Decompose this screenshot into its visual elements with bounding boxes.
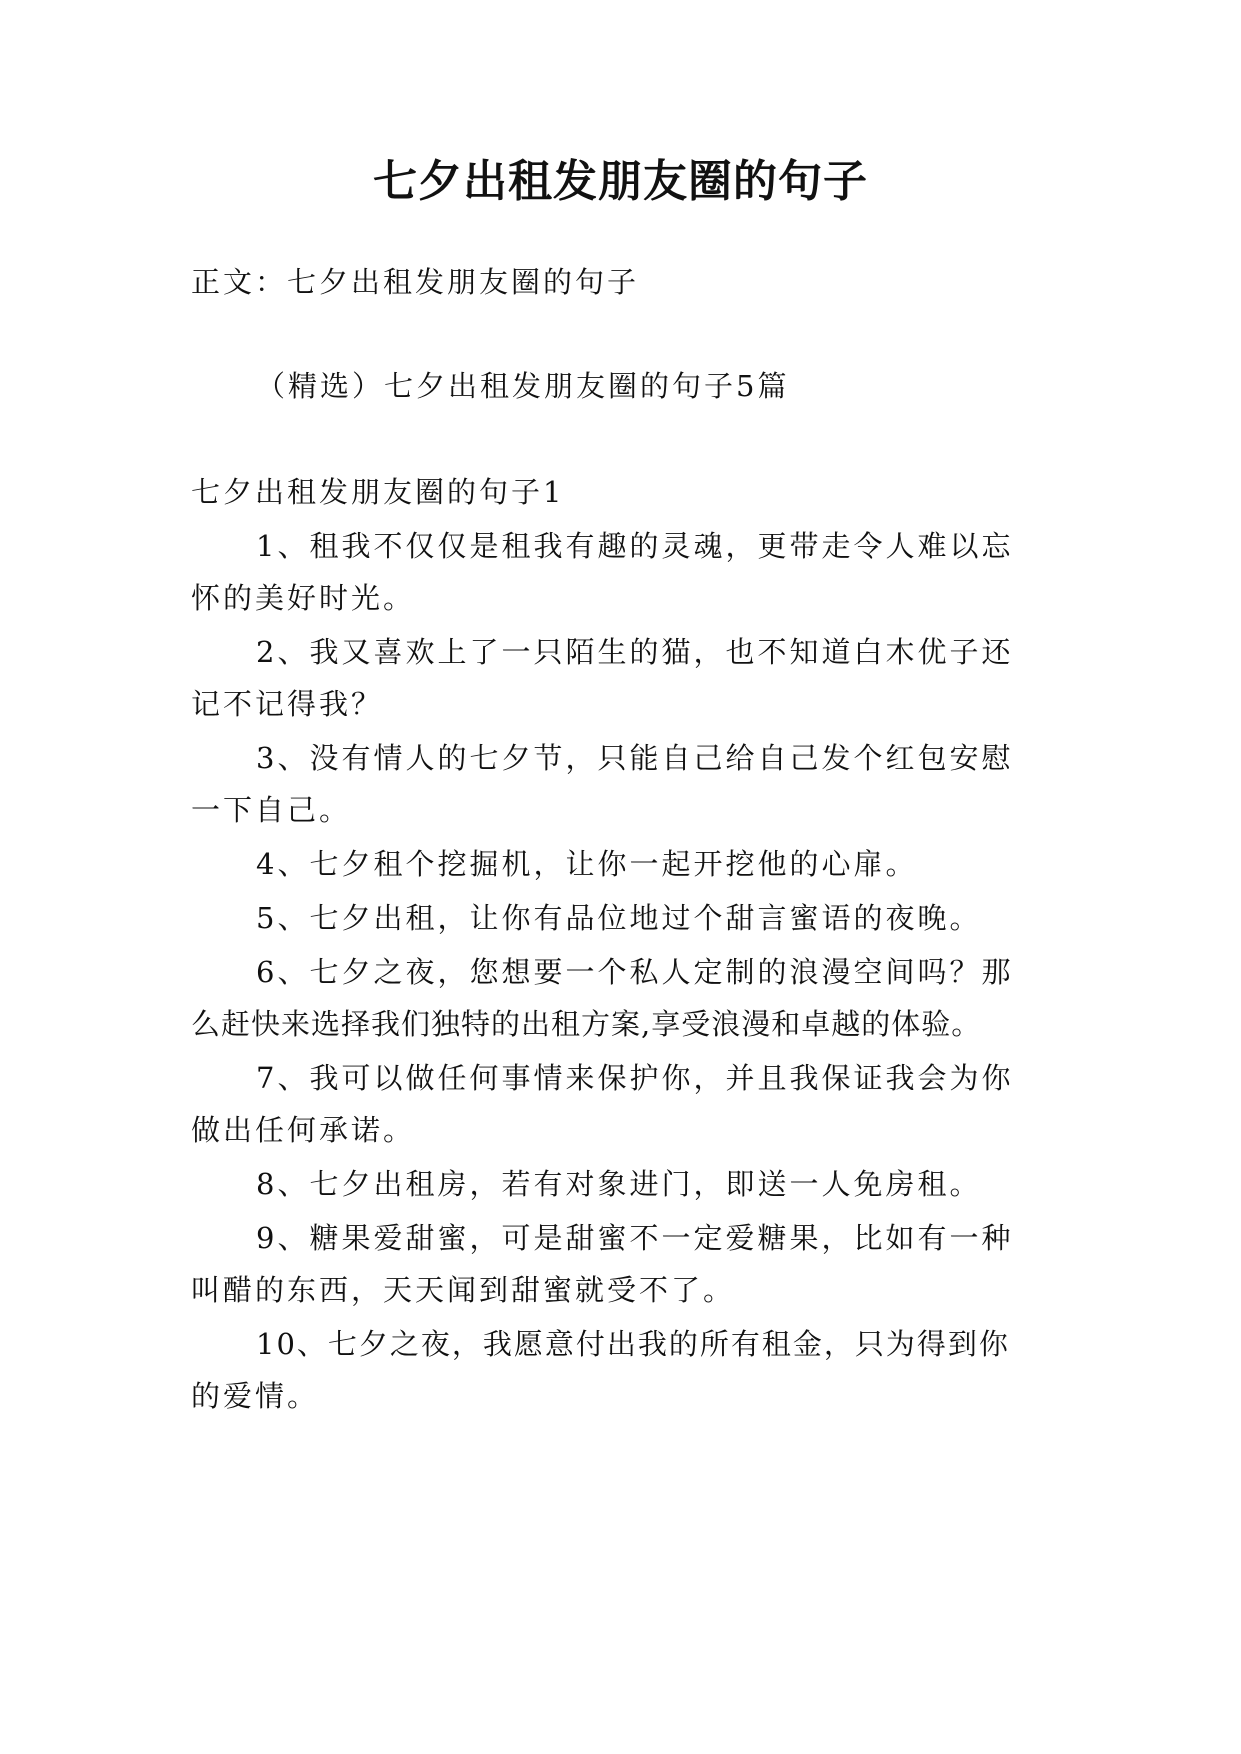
item-4-line-1: 4、七夕租个挖掘机，让你一起开挖他的心扉。 [256,847,918,881]
item-7-line-2: 做出任何承诺。 [191,1113,416,1147]
item-7-line-1: 7、我可以做任何事情来保护你，并且我保证我会为你 [256,1061,1014,1095]
item-8-line-1: 8、七夕出租房，若有对象进门，即送一人免房租。 [256,1167,982,1201]
document-subtitle: （精选）七夕出租发朋友圈的句子5篇 [256,369,790,403]
item-5-line-1: 5、七夕出租，让你有品位地过个甜言蜜语的夜晚。 [256,901,982,935]
item-1-line-2: 怀的美好时光。 [191,581,416,615]
item-3-line-2: 一下自己。 [191,793,352,827]
item-3-line-1: 3、没有情人的七夕节，只能自己给自己发个红包安慰 [256,741,1014,775]
item-6-line-1: 6、七夕之夜，您想要一个私人定制的浪漫空间吗？那 [256,955,1014,989]
item-2-line-1: 2、我又喜欢上了一只陌生的猫，也不知道白木优子还 [256,635,1014,669]
item-10-line-1: 10、七夕之夜，我愿意付出我的所有租金，只为得到你 [256,1327,1010,1361]
item-1-line-1: 1、租我不仅仅是租我有趣的灵魂，更带走令人难以忘 [256,529,1014,563]
section-heading: 七夕出租发朋友圈的句子1 [191,475,565,509]
item-2-line-2: 记不记得我？ [191,687,384,721]
body-label: 正文：七夕出租发朋友圈的句子 [191,265,640,299]
item-9-line-1: 9、糖果爱甜蜜，可是甜蜜不一定爱糖果，比如有一种 [256,1221,1014,1255]
item-6-line-2: 么赶快来选择我们独特的出租方案,享受浪漫和卓越的体验。 [191,1007,982,1041]
document-title: 七夕出租发朋友圈的句子 [373,156,868,207]
item-9-line-2: 叫醋的东西，天天闻到甜蜜就受不了。 [191,1273,736,1307]
item-10-line-2: 的爱情。 [191,1379,320,1413]
